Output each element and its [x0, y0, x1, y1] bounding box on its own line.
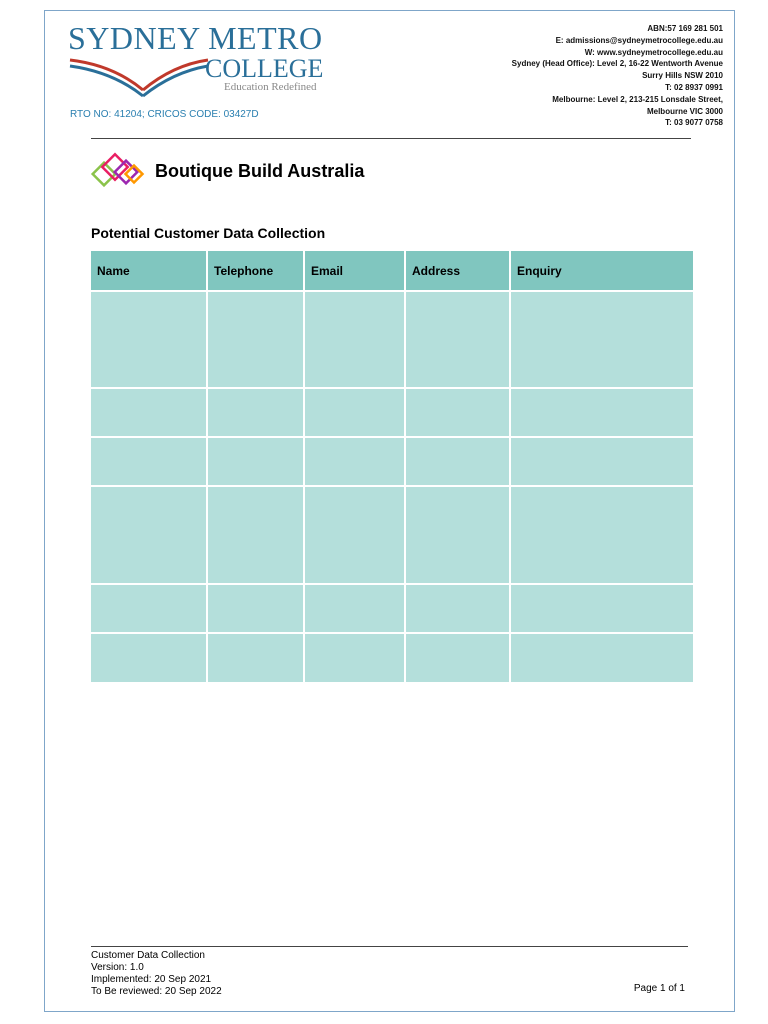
- footer-document-name: Customer Data Collection: [91, 950, 205, 961]
- table-row: [91, 388, 693, 437]
- table-row: [91, 584, 693, 633]
- column-header-telephone: Telephone: [207, 251, 304, 291]
- contact-abn: ABN:57 169 281 501: [647, 24, 723, 33]
- cell-enquiry[interactable]: [510, 486, 693, 584]
- college-name: SYDNEY METRO: [68, 20, 323, 56]
- cell-name[interactable]: [91, 437, 207, 486]
- contact-sydney-suburb: Surry Hills NSW 2010: [642, 71, 723, 81]
- cell-address[interactable]: [405, 486, 510, 584]
- table-row: [91, 291, 693, 388]
- column-header-email: Email: [304, 251, 405, 291]
- cell-name[interactable]: [91, 388, 207, 437]
- header-divider: [91, 138, 691, 139]
- cell-address[interactable]: [405, 388, 510, 437]
- diamonds-logo-icon: [90, 150, 150, 194]
- cell-telephone[interactable]: [207, 291, 304, 388]
- rto-cricos-line: RTO NO: 41204; CRICOS CODE: 03427D: [70, 109, 259, 120]
- cell-enquiry[interactable]: [510, 388, 693, 437]
- column-header-enquiry: Enquiry: [510, 251, 693, 291]
- cell-telephone[interactable]: [207, 388, 304, 437]
- column-header-address: Address: [405, 251, 510, 291]
- contact-melbourne-phone: T: 03 9077 0758: [665, 118, 723, 128]
- contact-melbourne-address: Melbourne: Level 2, 213-215 Lonsdale Street,: [552, 94, 723, 104]
- cell-enquiry[interactable]: [510, 291, 693, 388]
- footer-review-date: To Be reviewed: 20 Sep 2022: [91, 986, 222, 997]
- cell-name[interactable]: [91, 486, 207, 584]
- footer-implemented: Implemented: 20 Sep 2021: [91, 974, 212, 985]
- college-subtitle: COLLEGE: [205, 54, 324, 83]
- cell-email[interactable]: [304, 633, 405, 683]
- cell-email[interactable]: [304, 486, 405, 584]
- cell-enquiry[interactable]: [510, 633, 693, 683]
- cell-enquiry[interactable]: [510, 584, 693, 633]
- table-header-row: [91, 251, 693, 291]
- page-number: Page 1 of 1: [633, 983, 685, 994]
- form-title: Potential Customer Data Collection: [91, 225, 326, 241]
- footer-block: [91, 950, 222, 998]
- customer-data-table: [91, 251, 693, 684]
- contact-melbourne-suburb: Melbourne VIC 3000: [646, 106, 723, 116]
- footer-version: Version: 1.0: [91, 962, 144, 973]
- contact-block: [512, 23, 723, 129]
- cell-telephone[interactable]: [207, 437, 304, 486]
- table-row: [91, 486, 693, 584]
- cell-email[interactable]: [304, 388, 405, 437]
- cell-telephone[interactable]: [207, 584, 304, 633]
- contact-website: W: www.sydneymetrocollege.edu.au: [584, 47, 723, 57]
- cell-address[interactable]: [405, 437, 510, 486]
- cell-email[interactable]: [304, 291, 405, 388]
- cell-email[interactable]: [304, 437, 405, 486]
- column-header-name: Name: [91, 251, 207, 291]
- cell-name[interactable]: [91, 291, 207, 388]
- table-row: [91, 633, 693, 683]
- cell-email[interactable]: [304, 584, 405, 633]
- cell-address[interactable]: [405, 291, 510, 388]
- contact-sydney-address: Sydney (Head Office): Level 2, 16-22 Wentworth Avenue: [511, 59, 723, 69]
- cell-telephone[interactable]: [207, 633, 304, 683]
- contact-sydney-phone: T: 02 8937 0991: [665, 82, 723, 92]
- cell-name[interactable]: [91, 584, 207, 633]
- cell-enquiry[interactable]: [510, 437, 693, 486]
- table-row: [91, 437, 693, 486]
- cell-name[interactable]: [91, 633, 207, 683]
- contact-email: E: admissions@sydneymetrocollege.edu.au: [555, 35, 723, 45]
- college-tagline: Education Redefined: [224, 81, 317, 93]
- cell-address[interactable]: [405, 633, 510, 683]
- cell-address[interactable]: [405, 584, 510, 633]
- company-name: Boutique Build Australia: [155, 161, 365, 181]
- cell-telephone[interactable]: [207, 486, 304, 584]
- footer-divider: [91, 946, 688, 947]
